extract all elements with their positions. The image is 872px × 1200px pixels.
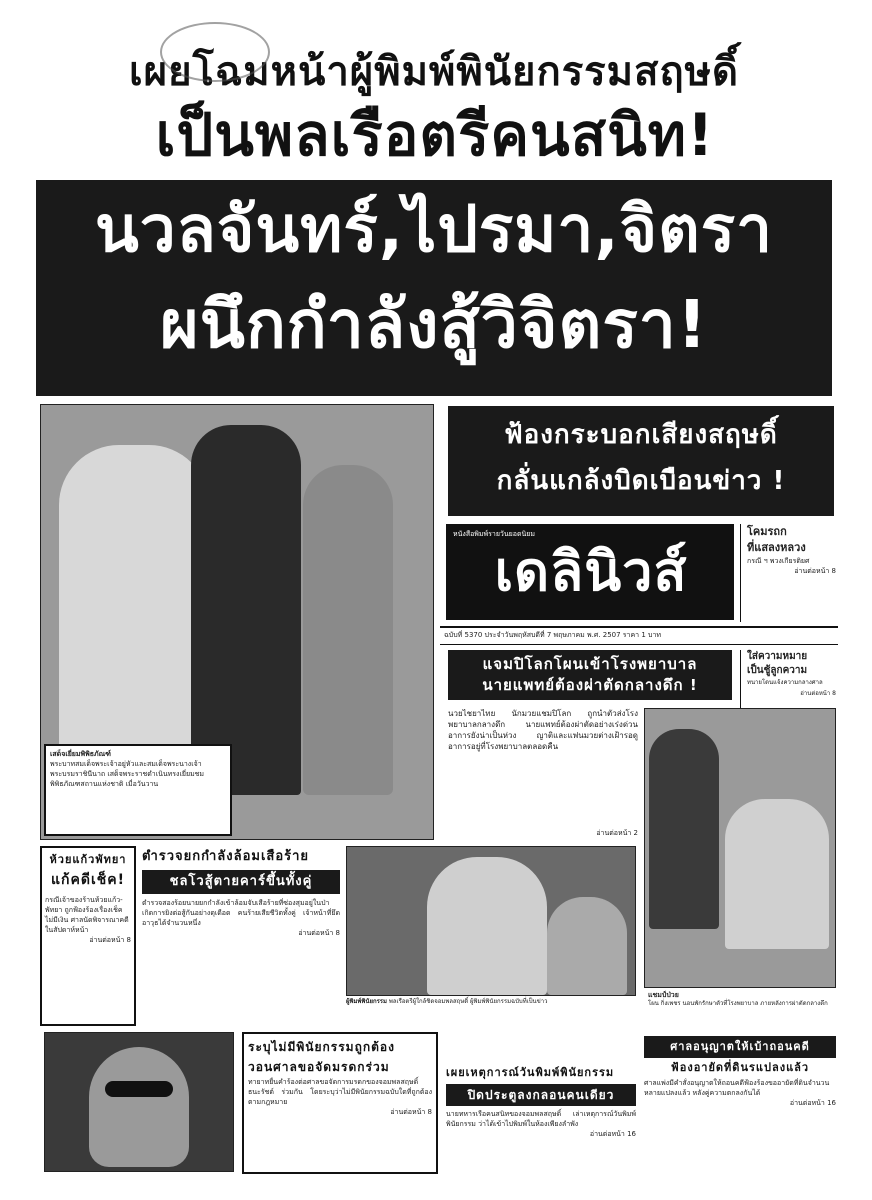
hospital-caption-text: โผน กิ่งเพชร นอนพักรักษาตัวที่โรงพยาบาล ภายหลังการผ่าตัดกลางดึก	[648, 1000, 828, 1007]
main-headline: เป็นพลเรือตรีคนสนิท!	[155, 101, 715, 169]
court-order-headline-line1: ศาลอนุญาตให้เบ้าถอนคดี	[644, 1036, 836, 1058]
teaser-1-cont: อ่านต่อหน้า 8	[794, 567, 836, 575]
will-printer-caption-title: ผู้พิมพ์พินัยกรรม	[346, 998, 387, 1005]
issue-rule-bottom	[440, 644, 838, 645]
pattaya-cont: อ่านต่อหน้า 8	[89, 936, 131, 944]
lead-headline-box	[36, 180, 832, 396]
hospital-caption-title: แชมป์ป่วย	[648, 991, 679, 999]
hospital-caption	[648, 990, 836, 1030]
teaser-2-cont: อ่านต่อหน้า 8	[800, 690, 836, 697]
issue-rule-top	[440, 626, 838, 628]
court-will-cont: อ่านต่อหน้า 8	[390, 1108, 432, 1116]
hospital-headline-box	[448, 650, 732, 700]
figure-queen	[303, 465, 393, 795]
reason-headline-line1: เผยเหตุการณ์วันพิมพ์พินัยกรรม	[446, 1066, 615, 1079]
police-body: ตำรวจสองร้อยนายยกกำลังเข้าล้อมจับเสือร้ายที่ซ่องสุมอยู่ในป่า เกิดการยิงต่อสู้กันอย่างดุเดือด คนร้ายเสียชีวิตทั้งคู่ เจ้าหน้าที่ยึดอาวุธได้จำนวนหนึ่ง	[142, 899, 340, 927]
police-headline-line2: ชลโวสู้ตายคาร์ขึ้นทั้งคู่	[142, 870, 340, 894]
teaser-1[interactable]	[740, 524, 836, 622]
court-order-cont: อ่านต่อหน้า 16	[789, 1099, 836, 1107]
issue-line: ฉบับที่ 5370 ประจำวันพฤหัสบดีที่ 7 พฤษภาคม พ.ศ. 2507 ราคา 1 บาท	[444, 631, 661, 639]
lead-headline-line2: ผนึกกำลังสู้วิจิตรา!	[160, 286, 708, 363]
sunglasses	[105, 1081, 173, 1097]
police-story[interactable]	[142, 846, 340, 1026]
reason-story[interactable]	[446, 1064, 636, 1176]
court-order-body: ศาลแพ่งมีคำสั่งอนุญาตให้ถอนคดีฟ้องร้องขออายัดที่ดินจำนวนหลายแปลงแล้ว หลังคู่ความตกลงกันได้	[644, 1079, 830, 1097]
teaser-1-title1: โคมรถก	[747, 525, 787, 538]
will-printer-photo	[346, 846, 636, 996]
photo-caption-title: เสด็จเยี่ยมพิพิธภัณฑ์	[50, 750, 111, 758]
photo-caption-box	[44, 744, 232, 836]
deck-line2: กลั่นแกล้งบิดเบือนข่าว !	[496, 466, 786, 496]
court-order-headline-line2: ฟ้องอายัดที่ดินรแปลงแล้ว	[670, 1061, 810, 1074]
library-stamp	[160, 22, 270, 82]
police-cont: อ่านต่อหน้า 8	[298, 929, 340, 937]
figure-nurse	[649, 729, 719, 929]
teaser-2-title1: ใส่ความหมาย	[747, 651, 808, 662]
lead-headline-line1: นวลจันทร์,ไปรมา,จิตรา	[94, 193, 774, 267]
court-will-headline-line2: วอนศาลขอจัดมรดกร่วม	[248, 1060, 390, 1074]
teaser-2[interactable]	[740, 650, 836, 708]
deck-box	[448, 406, 834, 516]
photo-caption-text: พระบาทสมเด็จพระเจ้าอยู่หัวและสมเด็จพระนางเจ้าพระบรมราชินีนาถ เสด็จพระราชดำเนินทรงเยี่ยมชมพิพิธภัณฑสถานแห่งชาติ เมื่อวันวาน	[50, 760, 205, 788]
reason-headline-line2: ปิดประตูลงกลอนคนเดียว	[446, 1084, 636, 1106]
deck-line1: ฟ้องกระบอกเสียงสฤษดิ์	[504, 420, 778, 450]
nameplate	[446, 524, 734, 620]
hospital-story-body: นวยไชยาไทย นักมวยแชมปิโลก ถูกนำตัวส่งโรงพยาบาลกลางดึก นายแพทย์ต้องผ่าตัดอย่างเร่งด่วน อาการยังน่าเป็นห่วง ญาติและแฟนมวยต่างเฝ้ารอดูอาการอยู่ที่โรงพยาบาลตลอดคืน	[448, 709, 638, 751]
figure-woman	[547, 897, 627, 995]
figure-officer	[427, 857, 547, 995]
kicker-headline: เผยโฉมหน้าผู้พิมพ์พินัยกรรมสฤษดิ์	[128, 49, 740, 95]
nameplate-tagline: หนังสือพิมพ์รายวันยอดนิยม	[453, 530, 535, 538]
nameplate-logo: เดลินิวส์	[494, 540, 688, 603]
hospital-headline-line2: นายแพทย์ต้องผ่าตัดกลางดึก !	[482, 676, 698, 694]
figure-patient	[725, 799, 829, 949]
hospital-headline-line1: แจมปิโลกโผนเข้าโรงพยาบาล	[482, 655, 698, 673]
reason-body: นายทหารเรือคนสนิทของจอมพลสฤษดิ์ เล่าเหตุการณ์วันพิมพ์พินัยกรรม ว่าได้เข้าไปพิมพ์ในห้องเพียงลำพัง	[446, 1110, 636, 1128]
teaser-2-title2: เป็นชู้ลูกความ	[747, 665, 808, 676]
woman-sunglasses-photo	[44, 1032, 234, 1172]
reason-cont: อ่านต่อหน้า 16	[589, 1130, 636, 1138]
will-printer-caption-text: พลเรือตรีผู้ใกล้ชิดจอมพลสฤษดิ์ ผู้พิมพ์พินัยกรรมฉบับที่เป็นข่าว	[388, 998, 548, 1005]
teaser-1-title2: ที่แสลงหลวง	[747, 541, 806, 554]
court-order-story[interactable]	[644, 1036, 836, 1176]
figure-woman-face	[89, 1047, 189, 1167]
teaser-2-note: ทนายโดนแจ้งความกลางศาล	[747, 679, 823, 686]
boxer-hospital-photo	[644, 708, 836, 988]
court-will-body: ทายาทยื่นคำร้องต่อศาลขอจัดการมรดกของจอมพลสฤษดิ์ ธนะรัชต์ ร่วมกัน โดยระบุว่าไม่มีพินัยกรรมฉบับใดที่ถูกต้องตามกฎหมาย	[248, 1078, 432, 1106]
will-printer-caption	[346, 998, 636, 1028]
teaser-1-note: กรณี ฯ พวงเกียรติยศ	[747, 557, 810, 565]
figure-king	[191, 425, 301, 795]
pattaya-story-box[interactable]	[40, 846, 136, 1026]
court-will-headline-line1: ระบุไม่มีพินัยกรรมถูกต้อง	[248, 1040, 395, 1054]
pattaya-body: กรณีเจ้าของร้านห้วยแก้ว-พัทยา ถูกฟ้องร้องเรื่องเช็คไม่มีเงิน ศาลนัดพิจารณาคดีในสัปดาห์หน้า	[45, 896, 129, 934]
court-will-story[interactable]	[242, 1032, 438, 1174]
hospital-story-cont: อ่านต่อหน้า 2	[596, 829, 638, 837]
police-headline-line1: ตำรวจยกกำลังล้อมเสือร้าย	[142, 849, 310, 864]
pattaya-headline-line2: แก้คดีเช็ค!	[51, 872, 125, 888]
pattaya-headline-line1: ห้วยแก้วพัทยา	[49, 853, 127, 866]
